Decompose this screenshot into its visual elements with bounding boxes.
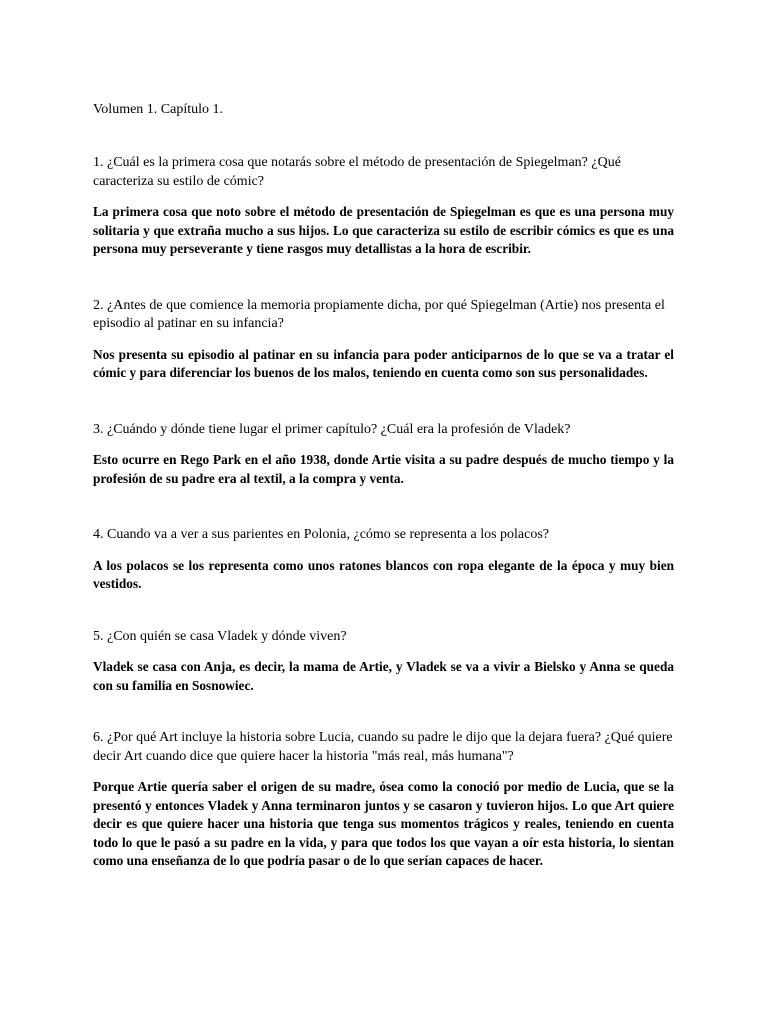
- question-3: 3. ¿Cuándo y dónde tiene lugar el primer capítulo? ¿Cuál era la profesión de Vladek?: [93, 421, 571, 437]
- qa-item-4: [93, 526, 674, 594]
- question-2: 2. ¿Antes de que comience la memoria propiamente dicha, por qué Spiegelman (Artie) nos presenta el episodio al patinar en su infancia?: [93, 297, 665, 331]
- qa-item-3: [93, 421, 674, 489]
- qa-item-5: [93, 628, 674, 696]
- answer-1: La primera cosa que noto sobre el método de presentación de Spiegelman es que es una persona muy solitaria y que extraña mucho a sus hijos. Lo que caracteriza su estilo de escribir cómics es que es una persona muy perseverante y tiene rasgos muy detallistas a la hora de escribir.: [93, 204, 674, 256]
- answer-5: Vladek se casa con Anja, es decir, la mama de Artie, y Vladek se va a vivir a Bielsko y Anna se queda con su familia en Sosnowiec.: [93, 659, 674, 693]
- document-page: [93, 100, 674, 909]
- answer-2: Nos presenta su episodio al patinar en su infancia para poder anticiparnos de lo que se va a tratar el cómic y para diferenciar los buenos de los malos, teniendo en cuenta como son sus personalidades.: [93, 346, 674, 380]
- answer-4: A los polacos se los representa como unos ratones blancos con ropa elegante de la época y muy bien vestidos.: [93, 557, 674, 591]
- qa-item-2: [93, 297, 674, 383]
- answer-6: Porque Artie quería saber el origen de su madre, ósea como la conoció por medio de Lucia, que se la presentó y entonces Vladek y Anna terminaron juntos y se casaron y tuvieron hijos. Lo que Art quiere decir es que quiere hacer una historia que tenga sus momentos trágicos y reales, teniendo en cuenta todo lo que le pasó a su padre en la vida, y para que todos los que vayan a oír esta historia, lo sientan como una enseñanza de lo que podría pasar o de lo que serían capaces de hacer.: [93, 779, 674, 868]
- question-4: 4. Cuando va a ver a sus parientes en Polonia, ¿cómo se representa a los polacos?: [93, 527, 550, 542]
- qa-item-1: [93, 154, 674, 259]
- question-5: 5. ¿Con quién se casa Vladek y dónde viven?: [93, 628, 347, 644]
- question-1: 1. ¿Cuál es la primera cosa que notarás sobre el método de presentación de Spiegelman? ¿Qué caracteriza su estilo de cómic?: [93, 155, 621, 189]
- question-6: 6. ¿Por qué Art incluye la historia sobre Lucia, cuando su padre le dijo que la dejara fuera? ¿Qué quiere decir Art cuando dice que quiere hacer la historia "más real, más humana"?: [93, 730, 673, 764]
- document-heading: Volumen 1. Capítulo 1.: [93, 102, 224, 117]
- answer-3: Esto ocurre en Rego Park en el año 1938, donde Artie visita a su padre después de mucho tiempo y la profesión de su padre era al textil, a la compra y venta.: [93, 452, 674, 486]
- qa-item-6: [93, 729, 674, 871]
